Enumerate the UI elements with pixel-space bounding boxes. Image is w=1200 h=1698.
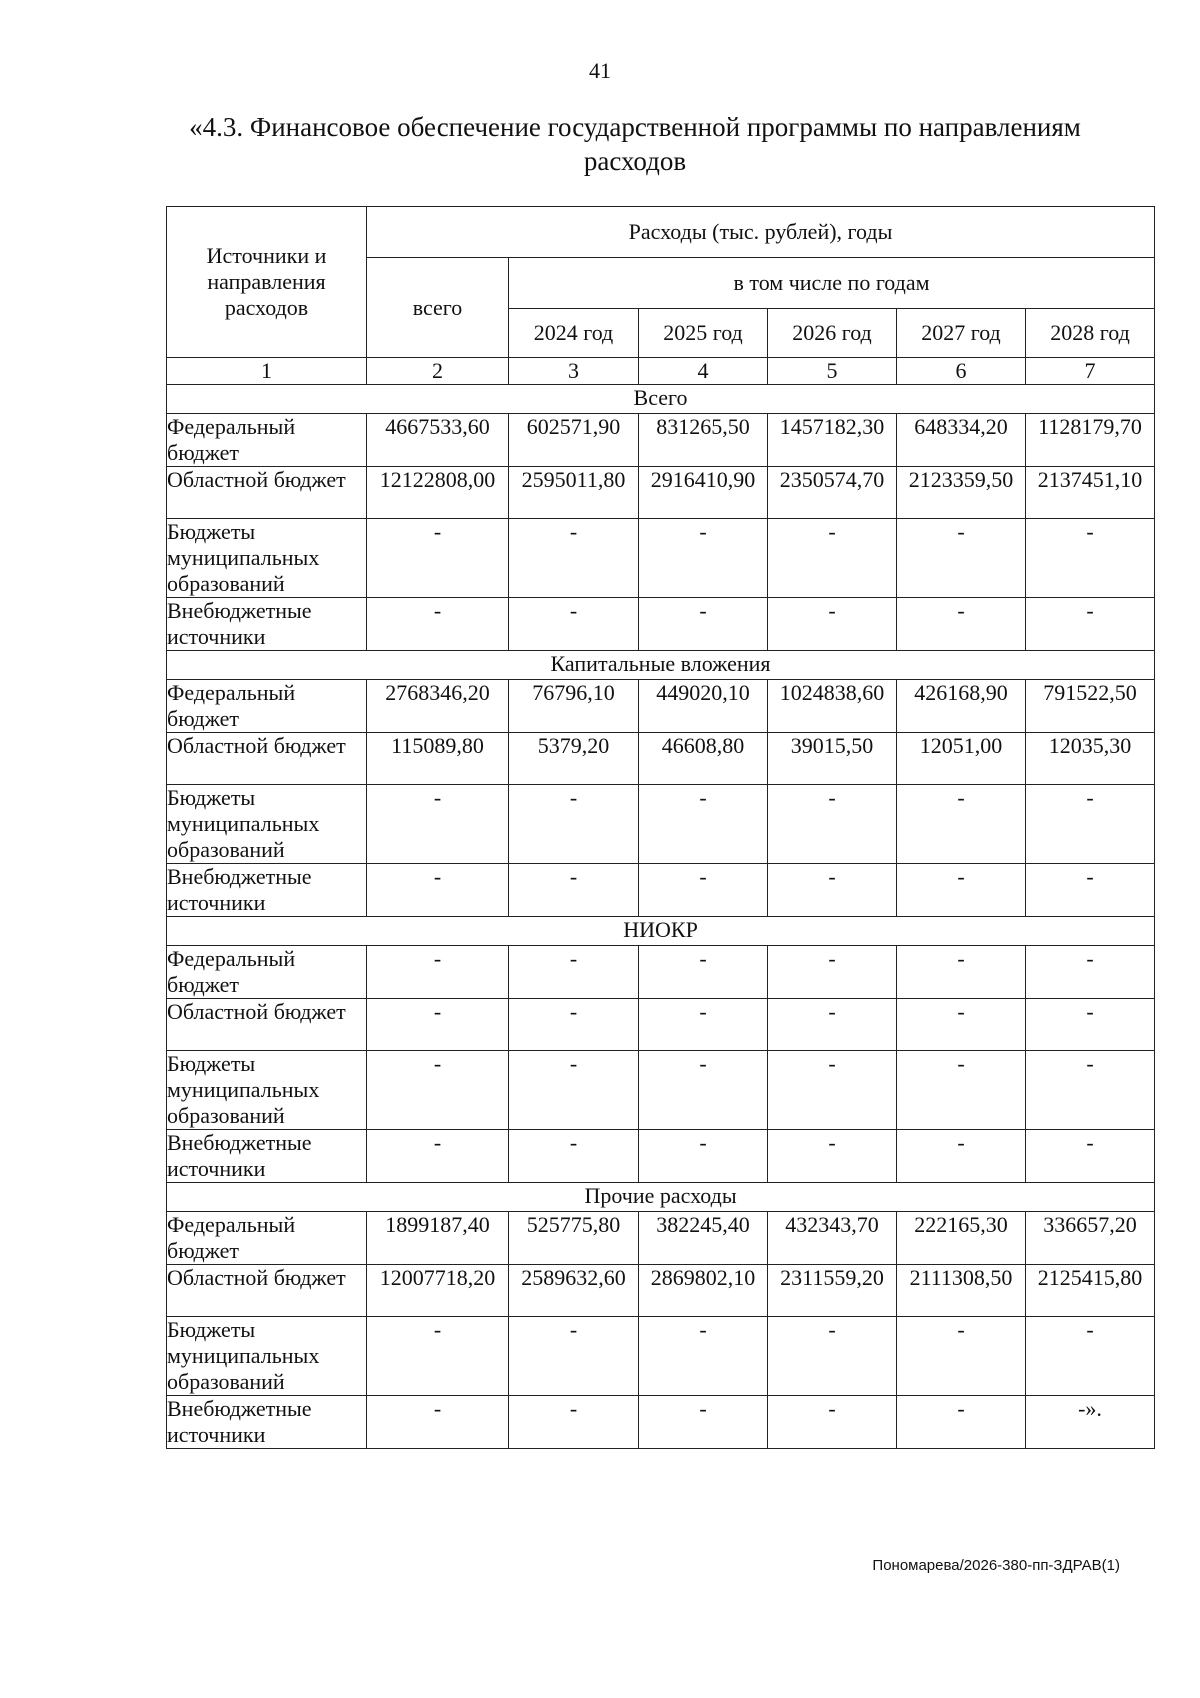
row-label: Внебюджетные источники [167,864,367,917]
column-number: 3 [509,358,639,385]
column-number: 2 [367,358,509,385]
table-row [167,1265,1155,1317]
row-value: 602571,90 [509,414,639,467]
table-row [167,519,1155,598]
row-value: - [367,864,509,917]
row-value: - [509,1130,639,1183]
row-value: 39015,50 [768,733,897,785]
row-value: - [639,946,768,999]
row-value: - [1026,519,1155,598]
section-title: НИОКР [167,917,1155,946]
row-label: Бюджеты муниципальных образований [167,1317,367,1396]
row-value: - [897,1317,1026,1396]
row-value: - [367,785,509,864]
section-title: Прочие расходы [167,1183,1155,1212]
row-value: 5379,20 [509,733,639,785]
row-value: - [639,864,768,917]
row-value: - [639,1051,768,1130]
row-value: - [367,1317,509,1396]
row-value: - [897,785,1026,864]
table-body [167,385,1155,1449]
row-value: 115089,80 [367,733,509,785]
row-value: 2916410,90 [639,467,768,519]
row-value: - [1026,1130,1155,1183]
row-value: - [897,946,1026,999]
table-row [167,785,1155,864]
header-by-years: в том числе по годам [509,258,1155,309]
row-value: 831265,50 [639,414,768,467]
row-value: - [509,999,639,1051]
row-value: - [897,864,1026,917]
table-row [167,1130,1155,1183]
row-value: - [509,519,639,598]
row-label: Федеральный бюджет [167,414,367,467]
row-value: - [639,999,768,1051]
row-value: 791522,50 [1026,680,1155,733]
table-row [167,1396,1155,1449]
column-number: 6 [897,358,1026,385]
header-total: всего [367,258,509,358]
row-value: - [1026,999,1155,1051]
row-value: 382245,40 [639,1212,768,1265]
table-row [167,414,1155,467]
row-value: 1024838,60 [768,680,897,733]
row-value: 4667533,60 [367,414,509,467]
row-value: - [367,946,509,999]
row-value: 2123359,50 [897,467,1026,519]
row-value: - [1026,864,1155,917]
row-value: 449020,10 [639,680,768,733]
title-line-1: «4.3. Финансовое обеспечение государственной программы по направлениям [189,112,1081,142]
section-row [167,1183,1155,1212]
row-value: - [509,1317,639,1396]
row-value: - [897,1396,1026,1449]
row-value: 2595011,80 [509,467,639,519]
row-value: 426168,90 [897,680,1026,733]
row-value: - [509,598,639,651]
row-value: - [639,598,768,651]
row-value: - [1026,946,1155,999]
table-row [167,733,1155,785]
column-numbers-row [167,358,1155,385]
column-number: 4 [639,358,768,385]
row-value: 2869802,10 [639,1265,768,1317]
section-title: Всего [167,385,1155,414]
table-row [167,864,1155,917]
row-value: - [509,785,639,864]
row-value: - [768,1051,897,1130]
row-value: - [367,999,509,1051]
page-title [150,110,1120,178]
table-row [167,1212,1155,1265]
title-line-2: расходов [583,146,687,176]
row-value: - [768,519,897,598]
row-value: 2137451,10 [1026,467,1155,519]
row-value: - [897,598,1026,651]
row-value: 12051,00 [897,733,1026,785]
row-value: - [639,519,768,598]
row-value: 1457182,30 [768,414,897,467]
row-value: 2768346,20 [367,680,509,733]
row-value: - [1026,785,1155,864]
table-row [167,598,1155,651]
row-value: - [897,1130,1026,1183]
row-value: - [768,1130,897,1183]
header-sources: Источники и направления расходов [167,207,367,358]
row-value: 336657,20 [1026,1212,1155,1265]
row-value: - [1026,1317,1155,1396]
column-number: 5 [768,358,897,385]
row-value: - [897,999,1026,1051]
row-label: Внебюджетные источники [167,1396,367,1449]
row-value: 12122808,00 [367,467,509,519]
table-row [167,1051,1155,1130]
column-number: 7 [1026,358,1155,385]
row-value: - [768,1396,897,1449]
row-value: - [509,1051,639,1130]
section-title: Капитальные вложения [167,651,1155,680]
row-value: - [509,864,639,917]
row-value: 525775,80 [509,1212,639,1265]
page-number: 41 [589,58,611,83]
header-year: 2025 год [639,309,768,358]
row-value: 2125415,80 [1026,1265,1155,1317]
row-label: Внебюджетные источники [167,1130,367,1183]
row-label: Бюджеты муниципальных образований [167,1051,367,1130]
row-value: - [367,1130,509,1183]
row-value: - [768,999,897,1051]
row-value: 12035,30 [1026,733,1155,785]
table-row [167,946,1155,999]
document-footer: Пономарева/2026-380-пп-ЗДРАВ(1) [872,1557,1120,1574]
financing-table [166,206,1155,1449]
row-value: - [1026,598,1155,651]
column-number: 1 [167,358,367,385]
row-value: 1128179,70 [1026,414,1155,467]
row-value: - [768,864,897,917]
row-value: 222165,30 [897,1212,1026,1265]
row-value: - [509,1396,639,1449]
row-value: - [367,1051,509,1130]
row-label: Внебюджетные источники [167,598,367,651]
row-value: -». [1026,1396,1155,1449]
row-value: - [639,1317,768,1396]
header-year: 2027 год [897,309,1026,358]
row-value: 76796,10 [509,680,639,733]
row-value: - [897,519,1026,598]
row-value: 2589632,60 [509,1265,639,1317]
row-value: - [509,946,639,999]
table-row [167,680,1155,733]
row-value: - [768,785,897,864]
row-label: Федеральный бюджет [167,680,367,733]
row-label: Федеральный бюджет [167,946,367,999]
row-value: 2350574,70 [768,467,897,519]
row-label: Бюджеты муниципальных образований [167,785,367,864]
row-value: 648334,20 [897,414,1026,467]
table-row [167,1317,1155,1396]
row-value: 1899187,40 [367,1212,509,1265]
row-value: - [367,1396,509,1449]
header-year: 2028 год [1026,309,1155,358]
header-year: 2026 год [768,309,897,358]
row-label: Бюджеты муниципальных образований [167,519,367,598]
section-row [167,917,1155,946]
row-value: - [639,1396,768,1449]
row-value: - [768,598,897,651]
header-expenses: Расходы (тыс. рублей), годы [367,207,1155,258]
row-label: Федеральный бюджет [167,1212,367,1265]
row-value: - [367,598,509,651]
row-value: 432343,70 [768,1212,897,1265]
row-value: - [768,946,897,999]
row-label: Областной бюджет [167,1265,367,1317]
row-label: Областной бюджет [167,999,367,1051]
row-value: - [1026,1051,1155,1130]
row-value: - [639,785,768,864]
table-row [167,467,1155,519]
row-value: 12007718,20 [367,1265,509,1317]
row-label: Областной бюджет [167,733,367,785]
section-row [167,385,1155,414]
row-value: 2111308,50 [897,1265,1026,1317]
row-value: 2311559,20 [768,1265,897,1317]
section-row [167,651,1155,680]
row-value: - [639,1130,768,1183]
header-year: 2024 год [509,309,639,358]
row-value: - [897,1051,1026,1130]
row-value: 46608,80 [639,733,768,785]
row-value: - [367,519,509,598]
row-value: - [768,1317,897,1396]
row-label: Областной бюджет [167,467,367,519]
table-row [167,999,1155,1051]
